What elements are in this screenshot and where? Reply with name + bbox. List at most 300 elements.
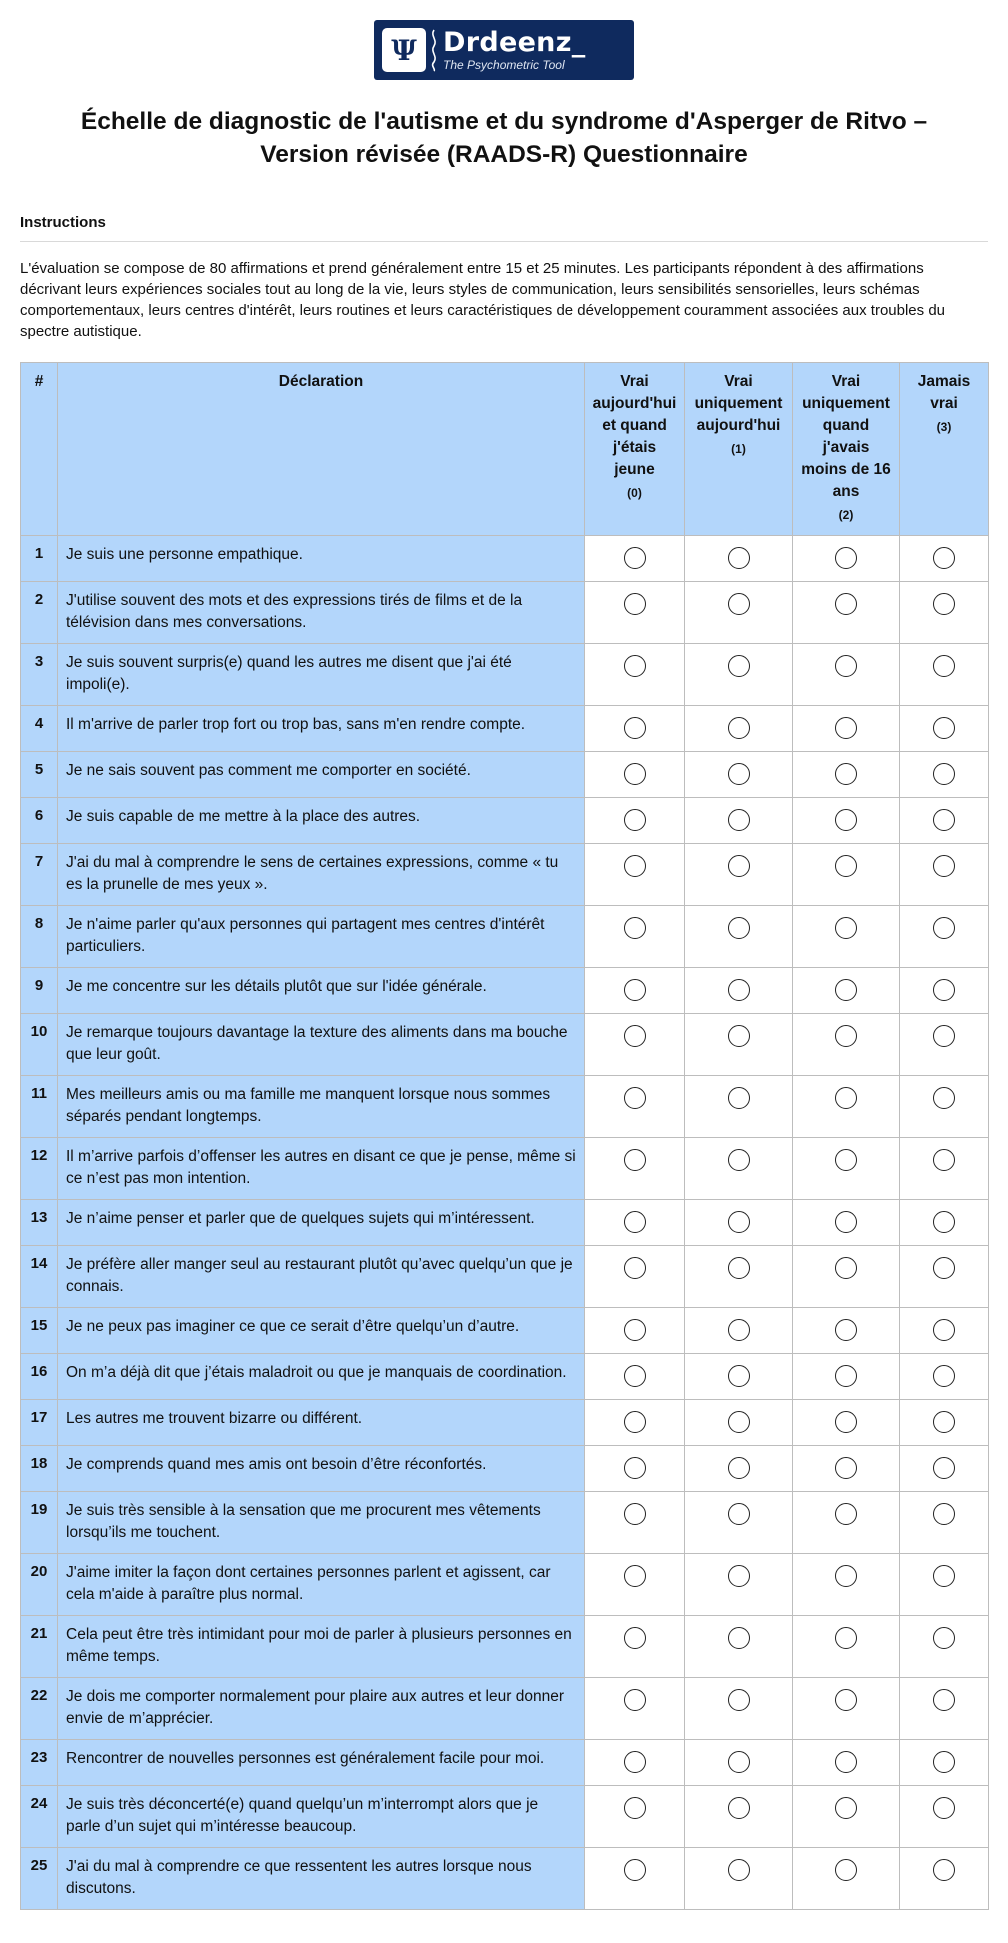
- option-cell: [900, 582, 989, 644]
- option-cell: [585, 1200, 685, 1246]
- answer-radio[interactable]: [835, 1503, 857, 1525]
- option-cell: [685, 906, 793, 968]
- option-cell: [685, 1354, 793, 1400]
- table-row: [21, 1014, 989, 1076]
- answer-radio[interactable]: [835, 763, 857, 785]
- row-number: 3: [21, 644, 58, 706]
- option-cell: [793, 906, 900, 968]
- option-cell: [585, 1554, 685, 1616]
- answer-radio[interactable]: [728, 809, 750, 831]
- answer-radio[interactable]: [728, 717, 750, 739]
- option-cell: [685, 1076, 793, 1138]
- option-cell: [793, 1246, 900, 1308]
- header-option-label: Vrai uniquement quand j'avais moins de 16 ans: [801, 373, 891, 500]
- option-cell: [685, 844, 793, 906]
- table-row: [21, 844, 989, 906]
- row-statement: Les autres me trouvent bizarre ou différent.: [58, 1400, 585, 1446]
- option-cell: [585, 1848, 685, 1910]
- row-statement: Je remarque toujours davantage la texture des aliments dans ma bouche que leur goût.: [58, 1014, 585, 1076]
- option-cell: [900, 798, 989, 844]
- answer-radio[interactable]: [933, 979, 955, 1001]
- option-cell: [685, 1492, 793, 1554]
- table-row: [21, 1354, 989, 1400]
- table-row: [21, 1616, 989, 1678]
- answer-radio[interactable]: [933, 917, 955, 939]
- answer-radio[interactable]: [624, 1457, 646, 1479]
- option-cell: [900, 1616, 989, 1678]
- option-cell: [585, 1076, 685, 1138]
- option-cell: [585, 1308, 685, 1354]
- option-cell: [685, 1740, 793, 1786]
- row-statement: Mes meilleurs amis ou ma famille me manquent lorsque nous sommes séparés pendant longtemps.: [58, 1076, 585, 1138]
- option-cell: [685, 706, 793, 752]
- option-cell: [585, 582, 685, 644]
- option-cell: [685, 1678, 793, 1740]
- option-cell: [793, 1786, 900, 1848]
- option-cell: [900, 1200, 989, 1246]
- option-cell: [793, 536, 900, 582]
- header-option-3: [900, 363, 989, 536]
- option-cell: [685, 1786, 793, 1848]
- answer-radio[interactable]: [624, 1211, 646, 1233]
- option-cell: [585, 1446, 685, 1492]
- row-statement: Je comprends quand mes amis ont besoin d’être réconfortés.: [58, 1446, 585, 1492]
- answer-radio[interactable]: [933, 1411, 955, 1433]
- answer-radio[interactable]: [624, 1689, 646, 1711]
- answer-radio[interactable]: [835, 1025, 857, 1047]
- answer-radio[interactable]: [728, 1319, 750, 1341]
- answer-radio[interactable]: [933, 1751, 955, 1773]
- answer-radio[interactable]: [835, 655, 857, 677]
- option-cell: [900, 752, 989, 798]
- option-cell: [793, 644, 900, 706]
- answer-radio[interactable]: [624, 1319, 646, 1341]
- option-cell: [900, 706, 989, 752]
- option-cell: [685, 1200, 793, 1246]
- header-option-code: (0): [627, 486, 642, 500]
- option-cell: [793, 1554, 900, 1616]
- answer-radio[interactable]: [728, 547, 750, 569]
- brand-text: [443, 28, 586, 72]
- wave-icon: [429, 28, 439, 72]
- answer-radio[interactable]: [624, 763, 646, 785]
- instructions-heading: Instructions: [20, 214, 106, 231]
- answer-radio[interactable]: [624, 547, 646, 569]
- answer-radio[interactable]: [835, 547, 857, 569]
- answer-radio[interactable]: [835, 1411, 857, 1433]
- answer-radio[interactable]: [933, 763, 955, 785]
- answer-radio[interactable]: [835, 593, 857, 615]
- table-body: [21, 536, 989, 1910]
- answer-radio[interactable]: [624, 1859, 646, 1881]
- answer-radio[interactable]: [624, 717, 646, 739]
- option-cell: [900, 906, 989, 968]
- option-cell: [793, 706, 900, 752]
- option-cell: [585, 1740, 685, 1786]
- option-cell: [900, 536, 989, 582]
- row-statement: J'utilise souvent des mots et des expressions tirés de films et de la télévision dans mes conversations.: [58, 582, 585, 644]
- table-row: [21, 1678, 989, 1740]
- answer-radio[interactable]: [728, 917, 750, 939]
- row-statement: Je suis souvent surpris(e) quand les autres me disent que j'ai été impoli(e).: [58, 644, 585, 706]
- option-cell: [585, 752, 685, 798]
- answer-radio[interactable]: [835, 1257, 857, 1279]
- option-cell: [585, 1492, 685, 1554]
- option-cell: [685, 1014, 793, 1076]
- row-number: 17: [21, 1400, 58, 1446]
- answer-radio[interactable]: [835, 1565, 857, 1587]
- answer-radio[interactable]: [835, 1689, 857, 1711]
- table-row: [21, 644, 989, 706]
- answer-radio[interactable]: [728, 1087, 750, 1109]
- option-cell: [685, 1138, 793, 1200]
- answer-radio[interactable]: [835, 1211, 857, 1233]
- answer-radio[interactable]: [933, 593, 955, 615]
- option-cell: [900, 1740, 989, 1786]
- answer-radio[interactable]: [933, 1149, 955, 1171]
- row-number: 7: [21, 844, 58, 906]
- option-cell: [585, 1678, 685, 1740]
- answer-radio[interactable]: [933, 1859, 955, 1881]
- option-cell: [585, 798, 685, 844]
- header-option-label: Vrai uniquement aujourd'hui: [694, 373, 783, 434]
- table-row: [21, 1138, 989, 1200]
- answer-radio[interactable]: [835, 1149, 857, 1171]
- instructions-text: L'évaluation se compose de 80 affirmations et prend généralement entre 15 et 25 minutes. Les participants répondent à des affirmations décrivant leurs expériences sociales tout au long de la vie, leurs styles de communication, leurs sensibilités sensorielles, leurs schémas comportementaux, leurs centres d'intérêt, leurs routines et leurs caractéristiques de développement couramment associées aux troubles du spectre autistique.: [20, 260, 946, 340]
- row-number: 10: [21, 1014, 58, 1076]
- answer-radio[interactable]: [624, 1087, 646, 1109]
- table-row: [21, 798, 989, 844]
- table-row: [21, 1492, 989, 1554]
- row-statement: Je me concentre sur les détails plutôt que sur l'idée générale.: [58, 968, 585, 1014]
- row-number: 21: [21, 1616, 58, 1678]
- answer-radio[interactable]: [728, 1565, 750, 1587]
- answer-radio[interactable]: [624, 1503, 646, 1525]
- option-cell: [900, 1308, 989, 1354]
- option-cell: [793, 798, 900, 844]
- row-number: 14: [21, 1246, 58, 1308]
- table-row: [21, 1076, 989, 1138]
- divider: [20, 241, 988, 242]
- answer-radio[interactable]: [728, 1457, 750, 1479]
- row-number: 20: [21, 1554, 58, 1616]
- table-header: [21, 363, 989, 536]
- answer-radio[interactable]: [933, 1689, 955, 1711]
- option-cell: [793, 1616, 900, 1678]
- row-number: 13: [21, 1200, 58, 1246]
- row-statement: Je ne sais souvent pas comment me comporter en société.: [58, 752, 585, 798]
- answer-radio[interactable]: [624, 1411, 646, 1433]
- answer-radio[interactable]: [624, 1365, 646, 1387]
- option-cell: [585, 1354, 685, 1400]
- answer-radio[interactable]: [835, 1797, 857, 1819]
- answer-radio[interactable]: [728, 1211, 750, 1233]
- row-statement: Je dois me comporter normalement pour plaire aux autres et leur donner envie de m’apprécier.: [58, 1678, 585, 1740]
- row-number: 18: [21, 1446, 58, 1492]
- row-statement: Rencontrer de nouvelles personnes est généralement facile pour moi.: [58, 1740, 585, 1786]
- row-number: 16: [21, 1354, 58, 1400]
- option-cell: [900, 1554, 989, 1616]
- answer-radio[interactable]: [728, 1689, 750, 1711]
- answer-radio[interactable]: [728, 1149, 750, 1171]
- answer-radio[interactable]: [933, 1087, 955, 1109]
- answer-radio[interactable]: [624, 1797, 646, 1819]
- answer-radio[interactable]: [835, 1365, 857, 1387]
- row-statement: Je préfère aller manger seul au restaurant plutôt qu’avec quelqu’un que je connais.: [58, 1246, 585, 1308]
- answer-radio[interactable]: [933, 1025, 955, 1047]
- table-row: [21, 536, 989, 582]
- option-cell: [685, 752, 793, 798]
- answer-radio[interactable]: [933, 655, 955, 677]
- row-number: 9: [21, 968, 58, 1014]
- answer-radio[interactable]: [933, 547, 955, 569]
- row-number: 8: [21, 906, 58, 968]
- option-cell: [793, 1400, 900, 1446]
- option-cell: [900, 1014, 989, 1076]
- row-statement: J'aime imiter la façon dont certaines personnes parlent et agissent, car cela m'aide à paraître plus normal.: [58, 1554, 585, 1616]
- answer-radio[interactable]: [728, 763, 750, 785]
- answer-radio[interactable]: [835, 1751, 857, 1773]
- answer-radio[interactable]: [933, 1565, 955, 1587]
- table-row: [21, 1848, 989, 1910]
- option-cell: [900, 968, 989, 1014]
- row-statement: Je suis très déconcerté(e) quand quelqu’un m’interrompt alors que je parle d’un sujet qui m’intéresse beaucoup.: [58, 1786, 585, 1848]
- answer-radio[interactable]: [933, 1257, 955, 1279]
- header-option-1: [685, 363, 793, 536]
- option-cell: [900, 1246, 989, 1308]
- option-cell: [585, 1138, 685, 1200]
- row-number: 2: [21, 582, 58, 644]
- table-row: [21, 1786, 989, 1848]
- answer-radio[interactable]: [728, 979, 750, 1001]
- table-row: [21, 582, 989, 644]
- answer-radio[interactable]: [624, 593, 646, 615]
- answer-radio[interactable]: [728, 1503, 750, 1525]
- row-statement: Je suis capable de me mettre à la place des autres.: [58, 798, 585, 844]
- row-statement: Cela peut être très intimidant pour moi de parler à plusieurs personnes en même temps.: [58, 1616, 585, 1678]
- answer-radio[interactable]: [624, 655, 646, 677]
- row-number: 11: [21, 1076, 58, 1138]
- row-number: 23: [21, 1740, 58, 1786]
- row-number: 4: [21, 706, 58, 752]
- answer-radio[interactable]: [933, 855, 955, 877]
- answer-radio[interactable]: [835, 979, 857, 1001]
- answer-radio[interactable]: [728, 855, 750, 877]
- row-statement: Je suis très sensible à la sensation que me procurent mes vêtements lorsqu’ils me touchent.: [58, 1492, 585, 1554]
- header-option-2: [793, 363, 900, 536]
- header-statement: Déclaration: [58, 363, 585, 536]
- option-cell: [900, 1354, 989, 1400]
- table-row: [21, 1446, 989, 1492]
- option-cell: [585, 844, 685, 906]
- option-cell: [685, 1446, 793, 1492]
- brand-name: Drdeenz_: [443, 27, 586, 58]
- option-cell: [793, 1446, 900, 1492]
- answer-radio[interactable]: [624, 979, 646, 1001]
- answer-radio[interactable]: [624, 917, 646, 939]
- option-cell: [685, 798, 793, 844]
- row-number: 15: [21, 1308, 58, 1354]
- answer-radio[interactable]: [933, 717, 955, 739]
- answer-radio[interactable]: [728, 593, 750, 615]
- option-cell: [685, 536, 793, 582]
- table-row: [21, 1554, 989, 1616]
- row-statement: Je ne peux pas imaginer ce que ce serait d’être quelqu’un d’autre.: [58, 1308, 585, 1354]
- row-number: 22: [21, 1678, 58, 1740]
- option-cell: [685, 1616, 793, 1678]
- option-cell: [900, 1492, 989, 1554]
- header-option-label: Jamais vrai: [917, 373, 971, 412]
- row-number: 19: [21, 1492, 58, 1554]
- option-cell: [685, 1308, 793, 1354]
- answer-radio[interactable]: [624, 1627, 646, 1649]
- answer-radio[interactable]: [728, 1859, 750, 1881]
- answer-radio[interactable]: [624, 1149, 646, 1171]
- table-row: [21, 752, 989, 798]
- option-cell: [585, 1616, 685, 1678]
- answer-radio[interactable]: [835, 809, 857, 831]
- row-statement: Il m’arrive parfois d’offenser les autres en disant ce que je pense, même si ce n’est pas mon intention.: [58, 1138, 585, 1200]
- header-option-label: Vrai aujourd'hui et quand j'étais jeune: [592, 373, 677, 478]
- answer-radio[interactable]: [835, 1457, 857, 1479]
- option-cell: [685, 582, 793, 644]
- option-cell: [900, 1400, 989, 1446]
- option-cell: [793, 1678, 900, 1740]
- answer-radio[interactable]: [624, 809, 646, 831]
- option-cell: [585, 536, 685, 582]
- header-option-code: (1): [731, 442, 746, 456]
- answer-radio[interactable]: [933, 1457, 955, 1479]
- answer-radio[interactable]: [835, 1087, 857, 1109]
- option-cell: [793, 752, 900, 798]
- answer-radio[interactable]: [933, 1319, 955, 1341]
- table-row: [21, 1400, 989, 1446]
- row-statement: Je suis une personne empathique.: [58, 536, 585, 582]
- table-row: [21, 1246, 989, 1308]
- row-number: 12: [21, 1138, 58, 1200]
- table-row: [21, 968, 989, 1014]
- table-row: [21, 1740, 989, 1786]
- row-number: 1: [21, 536, 58, 582]
- option-cell: [685, 1246, 793, 1308]
- option-cell: [585, 1246, 685, 1308]
- option-cell: [585, 1400, 685, 1446]
- answer-radio[interactable]: [933, 1503, 955, 1525]
- option-cell: [793, 1492, 900, 1554]
- answer-radio[interactable]: [835, 917, 857, 939]
- row-statement: Je n'aime parler qu'aux personnes qui partagent mes centres d'intérêt particuliers.: [58, 906, 585, 968]
- answer-radio[interactable]: [933, 1797, 955, 1819]
- answer-radio[interactable]: [624, 1257, 646, 1279]
- option-cell: [685, 1848, 793, 1910]
- questionnaire-table: [20, 362, 989, 1910]
- option-cell: [585, 1014, 685, 1076]
- answer-radio[interactable]: [728, 1627, 750, 1649]
- option-cell: [900, 1848, 989, 1910]
- answer-radio[interactable]: [728, 1411, 750, 1433]
- option-cell: [793, 1200, 900, 1246]
- row-statement: On m’a déjà dit que j’étais maladroit ou que je manquais de coordination.: [58, 1354, 585, 1400]
- option-cell: [900, 1076, 989, 1138]
- option-cell: [793, 968, 900, 1014]
- answer-radio[interactable]: [835, 717, 857, 739]
- answer-radio[interactable]: [728, 1751, 750, 1773]
- psi-icon: Ψ: [382, 28, 426, 72]
- row-number: 25: [21, 1848, 58, 1910]
- answer-radio[interactable]: [728, 1797, 750, 1819]
- option-cell: [900, 1786, 989, 1848]
- option-cell: [900, 1138, 989, 1200]
- option-cell: [793, 844, 900, 906]
- header-option-code: (2): [838, 508, 854, 522]
- option-cell: [585, 706, 685, 752]
- answer-radio[interactable]: [933, 1211, 955, 1233]
- answer-radio[interactable]: [835, 1319, 857, 1341]
- row-statement: Je n’aime penser et parler que de quelques sujets qui m’intéressent.: [58, 1200, 585, 1246]
- table-row: [21, 906, 989, 968]
- brand-logo[interactable]: [374, 20, 634, 80]
- answer-radio[interactable]: [624, 1025, 646, 1047]
- row-number: 6: [21, 798, 58, 844]
- answer-radio[interactable]: [624, 855, 646, 877]
- option-cell: [685, 968, 793, 1014]
- answer-radio[interactable]: [933, 1627, 955, 1649]
- option-cell: [793, 1354, 900, 1400]
- row-statement: Il m'arrive de parler trop fort ou trop bas, sans m'en rendre compte.: [58, 706, 585, 752]
- answer-radio[interactable]: [728, 1257, 750, 1279]
- option-cell: [585, 1786, 685, 1848]
- answer-radio[interactable]: [728, 1365, 750, 1387]
- option-cell: [685, 1554, 793, 1616]
- answer-radio[interactable]: [933, 809, 955, 831]
- header-option-code: (3): [936, 420, 952, 434]
- brand-tagline: The Psychometric Tool: [443, 58, 565, 72]
- table-row: [21, 1308, 989, 1354]
- page-title: Échelle de diagnostic de l'autisme et du syndrome d'Asperger de Ritvo – Version révisée (RAADS-R) Questionnaire: [80, 108, 928, 168]
- answer-radio[interactable]: [728, 1025, 750, 1047]
- option-cell: [793, 1848, 900, 1910]
- header-num: #: [21, 363, 58, 536]
- option-cell: [793, 1076, 900, 1138]
- option-cell: [793, 1138, 900, 1200]
- option-cell: [585, 906, 685, 968]
- answer-radio[interactable]: [624, 1751, 646, 1773]
- answer-radio[interactable]: [835, 1627, 857, 1649]
- option-cell: [900, 644, 989, 706]
- logo-area: [20, 20, 988, 80]
- option-cell: [900, 1446, 989, 1492]
- header-option-0: [585, 363, 685, 536]
- option-cell: [793, 582, 900, 644]
- answer-radio[interactable]: [835, 1859, 857, 1881]
- answer-radio[interactable]: [728, 655, 750, 677]
- answer-radio[interactable]: [835, 855, 857, 877]
- option-cell: [900, 1678, 989, 1740]
- option-cell: [585, 968, 685, 1014]
- row-statement: J'ai du mal à comprendre le sens de certaines expressions, comme « tu es la prunelle de mes yeux ».: [58, 844, 585, 906]
- table-row: [21, 706, 989, 752]
- row-number: 24: [21, 1786, 58, 1848]
- row-number: 5: [21, 752, 58, 798]
- table-row: [21, 1200, 989, 1246]
- option-cell: [793, 1308, 900, 1354]
- answer-radio[interactable]: [624, 1565, 646, 1587]
- row-statement: J'ai du mal à comprendre ce que ressentent les autres lorsque nous discutons.: [58, 1848, 585, 1910]
- option-cell: [900, 844, 989, 906]
- answer-radio[interactable]: [933, 1365, 955, 1387]
- option-cell: [793, 1740, 900, 1786]
- option-cell: [793, 1014, 900, 1076]
